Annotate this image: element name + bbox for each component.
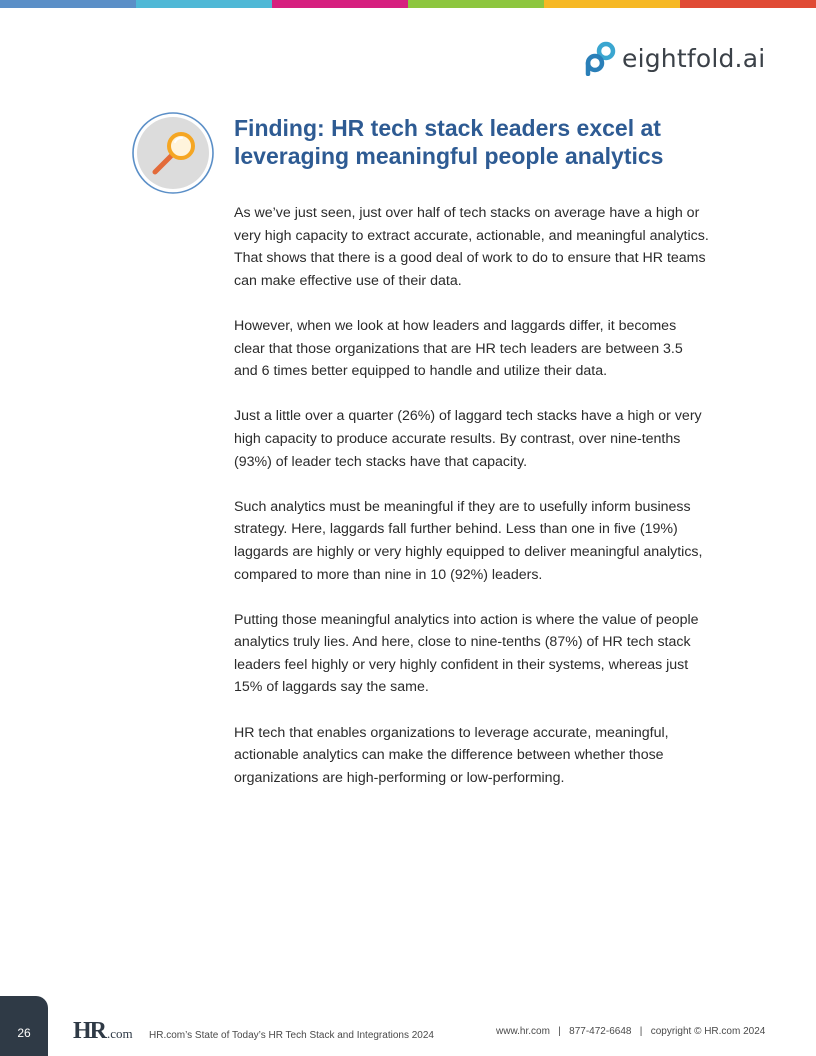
hr-com-logo: [73, 1018, 133, 1042]
top-bar-segment-3: [272, 0, 408, 8]
paragraph: Such analytics must be meaningful if they are to usefully inform business strategy. Here, laggards fall further behind. Less than one in five (19%) laggards are highly or very highly equipped to deliver meaningful analytics, compared to more than nine in 10 (92%) leaders.: [234, 498, 703, 583]
paragraph: HR tech that enables organizations to leverage accurate, meaningful, actionable analytics can make the difference between whether those organizations are high-performing or low-performing.: [234, 724, 669, 786]
paragraph: Just a little over a quarter (26%) of laggard tech stacks have a high or very high capacity to produce accurate results. By contrast, over nine-tenths (93%) of leader tech stacks have that capacity.: [234, 408, 702, 470]
brand-name: eightfold.ai: [622, 43, 766, 73]
paragraph: However, when we look at how leaders and laggards differ, it becomes clear that those organizations that are HR tech leaders are between 3.5 and 6 times better equipped to handle and utilize their data.: [234, 317, 683, 380]
paragraph: Putting those meaningful analytics into action is where the value of people analytics truly lies. And here, close to nine-tenths (87%) of HR tech stack leaders feel highly or very highly confident in their systems, whereas just 15% of laggards say the same.: [234, 611, 699, 696]
body-text: [234, 202, 709, 812]
paragraph: As we’ve just seen, just over half of tech stacks on average have a high or very high capacity to extract accurate, actionable, and meaningful analytics. That shows that there is a good deal of work to do to ensure that HR teams can make effective use of their data.: [234, 205, 709, 289]
top-color-bar: [0, 0, 816, 8]
top-bar-segment-4: [408, 0, 544, 8]
footer-contact: www.hr.com | 877-472-6648 | copyright © HR.com 2024: [496, 1026, 766, 1037]
top-bar-segment-6: [680, 0, 816, 8]
page-footer: [0, 996, 816, 1056]
finding-title: Finding: HR tech stack leaders excel at leveraging meaningful people analytics: [234, 115, 664, 169]
top-bar-segment-5: [544, 0, 680, 8]
hr-logo-mark: HR: [73, 1018, 105, 1044]
page-number-tab: [0, 996, 48, 1056]
eightfold-logo: [584, 38, 765, 78]
page-number: 26: [17, 1026, 31, 1040]
magnifying-glass-icon: [131, 111, 215, 195]
report-title: HR.com’s State of Today’s HR Tech Stack and Integrations 2024: [149, 1030, 434, 1041]
top-bar-segment-2: [136, 0, 272, 8]
eightfold-infinity-logo-icon: [584, 40, 618, 76]
top-bar-segment-1: [0, 0, 136, 8]
hr-logo-suffix: .com: [107, 1026, 133, 1041]
